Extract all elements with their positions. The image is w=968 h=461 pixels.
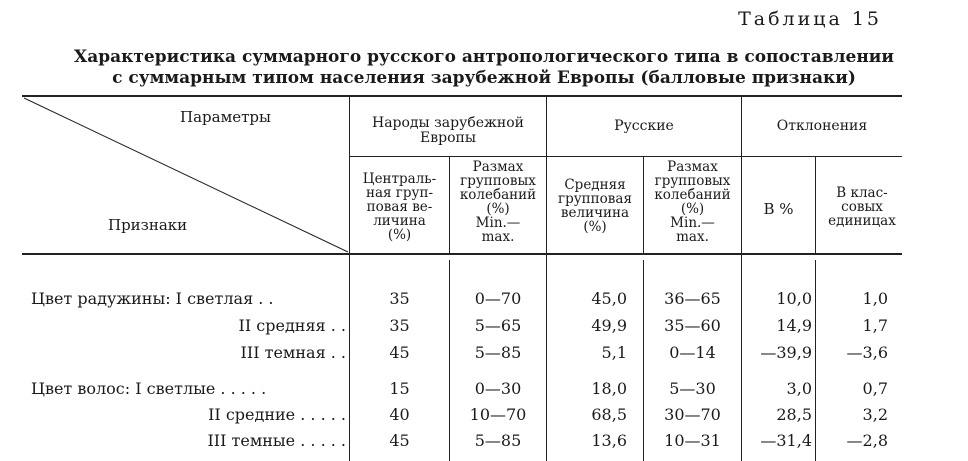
group-russians: Русские	[614, 118, 674, 134]
cell-russ-range: 0—14	[669, 343, 716, 362]
cell-europe-range: 5—85	[474, 343, 522, 362]
table-title-line-1: Характеристика суммарного русского антропологического типа в сопоставлении	[74, 47, 894, 67]
subheader-dev-class: В клас- совых единицах	[828, 185, 896, 229]
cell-dev-pct: 3,0	[786, 379, 812, 398]
cell-dev-class: —2,8	[846, 431, 888, 450]
cell-russ-range: 35—60	[664, 316, 721, 335]
cell-russ-mean: 49,9	[591, 316, 627, 335]
cell-europe-central: 35	[389, 316, 410, 335]
cell-dev-class: 0,7	[862, 379, 888, 398]
cell-russ-range: 30—70	[664, 405, 721, 424]
cell-dev-class: 1,7	[862, 316, 888, 335]
cell-europe-range: 0—30	[474, 379, 522, 398]
group-europe: Народы зарубежной Европы	[371, 115, 525, 146]
subheader-dev-pct: В %	[763, 200, 794, 218]
cell-dev-class: 1,0	[862, 289, 888, 308]
cell-russ-range: 36—65	[664, 289, 721, 308]
cell-europe-central: 45	[389, 431, 410, 450]
cell-europe-range: 10—70	[469, 405, 527, 424]
subheader-europe-central: Централь- ная груп- повая ве- личина (%)	[362, 171, 437, 243]
cell-russ-mean: 45,0	[591, 289, 627, 308]
cell-europe-central: 45	[389, 343, 410, 362]
row-label: III темная . .	[240, 343, 346, 362]
cell-russ-mean: 5,1	[601, 343, 627, 362]
cell-russ-range: 10—31	[664, 431, 721, 450]
cell-russ-mean: 68,5	[591, 405, 627, 424]
cell-europe-range: 0—70	[474, 289, 522, 308]
corner-label-parameters: Параметры	[180, 108, 271, 126]
table-title-line-2: с суммарным типом населения зарубежной Европы (балловые признаки)	[112, 68, 856, 88]
row-label: Цвет волос: I светлые . . . . .	[31, 379, 267, 398]
cell-dev-pct: 14,9	[776, 316, 812, 335]
subheader-russ-range: Размах групповых колебаний (%) Min.— max.	[654, 159, 731, 245]
cell-europe-central: 35	[389, 289, 410, 308]
cell-dev-pct: 28,5	[776, 405, 812, 424]
cell-russ-mean: 18,0	[591, 379, 627, 398]
cell-dev-pct: 10,0	[776, 289, 812, 308]
cell-dev-pct: —39,9	[760, 343, 812, 362]
rule-subheader	[349, 156, 902, 157]
cell-europe-central: 40	[389, 405, 410, 424]
cell-russ-mean: 13,6	[591, 431, 627, 450]
group-deviations: Отклонения	[776, 118, 868, 134]
row-label: II средние . . . . .	[208, 405, 346, 424]
cell-dev-class: —3,6	[846, 343, 888, 362]
cell-europe-range: 5—85	[474, 431, 522, 450]
subheader-russ-mean: Средняя групповая величина (%)	[558, 177, 632, 235]
cell-russ-range: 5—30	[669, 379, 716, 398]
cell-europe-central: 15	[389, 379, 410, 398]
row-label: Цвет радужины: I светлая . .	[31, 289, 274, 308]
cell-europe-range: 5—65	[474, 316, 522, 335]
row-label: III темные . . . . .	[207, 431, 346, 450]
cell-dev-pct: —31,4	[760, 431, 812, 450]
corner-label-features: Признаки	[108, 216, 188, 234]
cell-dev-class: 3,2	[862, 405, 888, 424]
subheader-europe-range: Размах групповых колебаний (%) Min.— max.	[459, 159, 537, 245]
row-label: II средняя . .	[238, 316, 346, 335]
table-number: Таблица 15	[738, 8, 882, 30]
